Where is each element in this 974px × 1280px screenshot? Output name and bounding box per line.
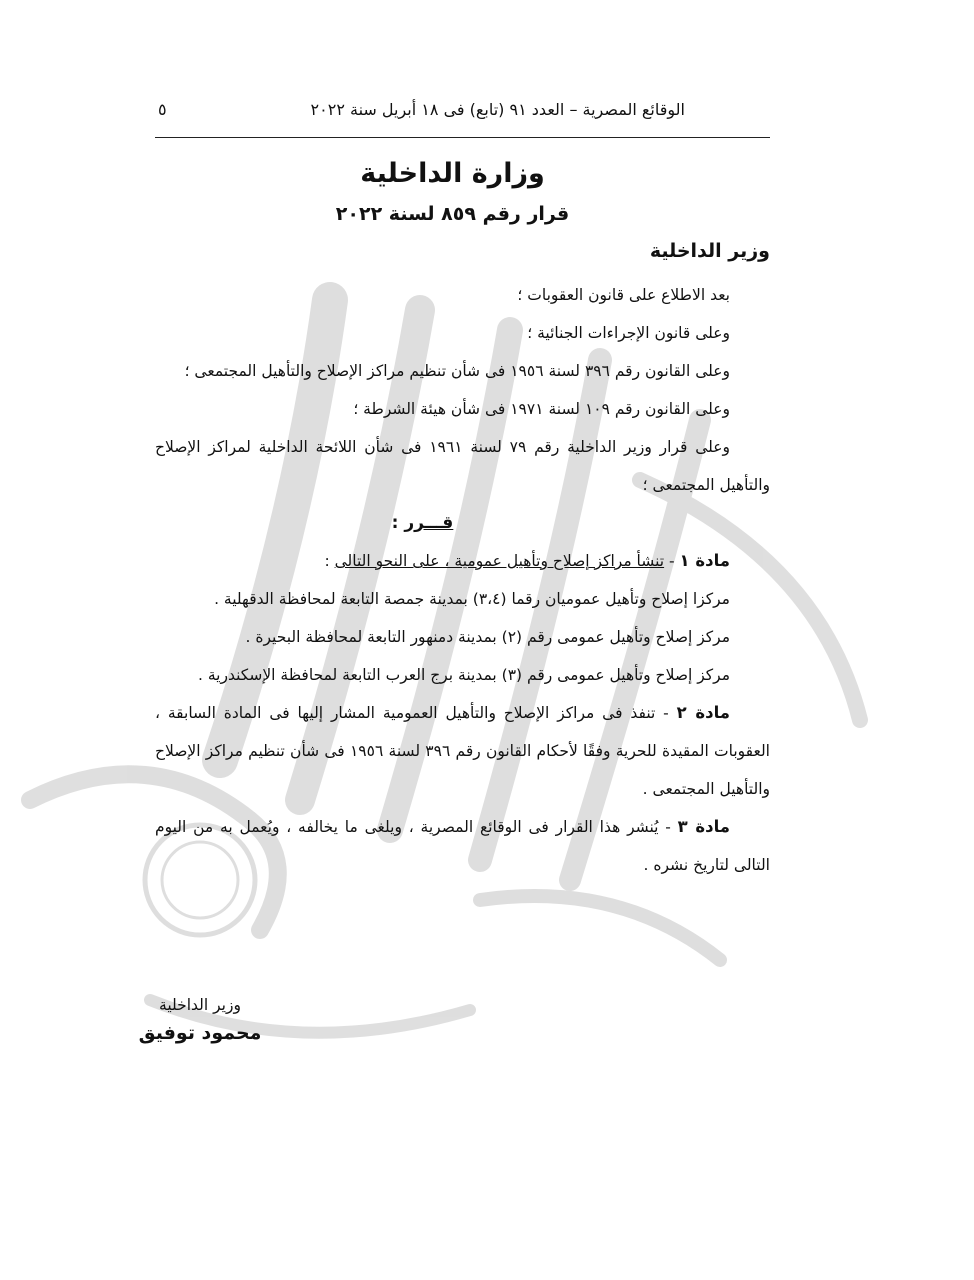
article-1	[155, 542, 770, 580]
article-1-intro: تنشأ مراكز إصلاح وتأهيل عمومية ، على النحو التالى	[334, 552, 665, 570]
article-3	[155, 808, 770, 884]
signature-block	[120, 996, 280, 1044]
signatory-name: محمود توفيق	[138, 1022, 262, 1044]
preamble-line: وعلى القانون رقم ٣٩٦ لسنة ١٩٥٦ فى شأن تنظيم مراكز الإصلاح والتأهيل المجتمعى ؛	[184, 362, 730, 380]
decided-label: قـــرر	[404, 513, 454, 533]
preamble-line: وعلى قرار وزير الداخلية رقم ٧٩ لسنة ١٩٦١ فى شأن اللائحة الداخلية لمراكز الإصلاح والتأهيل المجتمعى ؛	[155, 438, 770, 494]
gazette-header-title: الوقائع المصرية – العدد ٩١ (تابع) فى ١٨ أبريل سنة ٢٠٢٢	[310, 100, 685, 119]
article-2-text: - تنفذ فى مراكز الإصلاح والتأهيل العمومية المشار إليها فى المادة السابقة ، العقوبات المقيدة للحرية وفقًا لأحكام القانون رقم ٣٩٦ لسنة ١٩٥٦ فى شأن تنظيم مراكز الإصلاح والتأهيل المجتمعى .	[155, 704, 770, 798]
gazette-page	[138, 0, 770, 1280]
article-2-label: مادة ٢	[676, 703, 730, 722]
preamble-line: وعلى قانون الإجراءات الجنائية ؛	[527, 324, 730, 342]
page-number: ٥	[158, 100, 167, 119]
preamble-line: وعلى القانون رقم ١٠٩ لسنة ١٩٧١ فى شأن هيئة الشرطة ؛	[353, 400, 730, 418]
article-3-text: - يُنشر هذا القرار فى الوقائع المصرية ، ويلغى ما يخالفه ، ويُعمل به من اليوم التالى لتاريخ نشره .	[155, 818, 770, 874]
page-header	[155, 96, 770, 126]
signatory-role: وزير الداخلية	[159, 996, 241, 1014]
ministry-title: وزارة الداخلية	[360, 158, 545, 189]
header-divider	[155, 137, 770, 138]
decree-body	[155, 276, 770, 884]
decided-colon: :	[391, 513, 399, 533]
issuer-heading: وزير الداخلية	[649, 240, 770, 262]
article-1-intro-end: :	[324, 552, 335, 570]
decided-heading	[155, 504, 770, 542]
preamble-line: بعد الاطلاع على قانون العقوبات ؛	[517, 286, 730, 304]
article-2	[155, 694, 770, 808]
article-1-item: مركز إصلاح وتأهيل عمومى رقم (٢) بمدينة دمنهور التابعة لمحافظة البحيرة .	[245, 628, 730, 646]
decree-title: قرار رقم ٨٥٩ لسنة ٢٠٢٢	[335, 203, 570, 225]
article-3-label: مادة ٣	[677, 817, 730, 836]
article-1-item: مركز إصلاح وتأهيل عمومى رقم (٣) بمدينة برج العرب التابعة لمحافظة الإسكندرية .	[198, 666, 730, 684]
article-1-label: مادة ١	[679, 551, 730, 570]
article-1-dash: -	[664, 552, 680, 570]
article-1-item: مركزا إصلاح وتأهيل عموميان رقما (٣،٤) بمدينة جمصة التابعة لمحافظة الدقهلية .	[214, 590, 730, 608]
